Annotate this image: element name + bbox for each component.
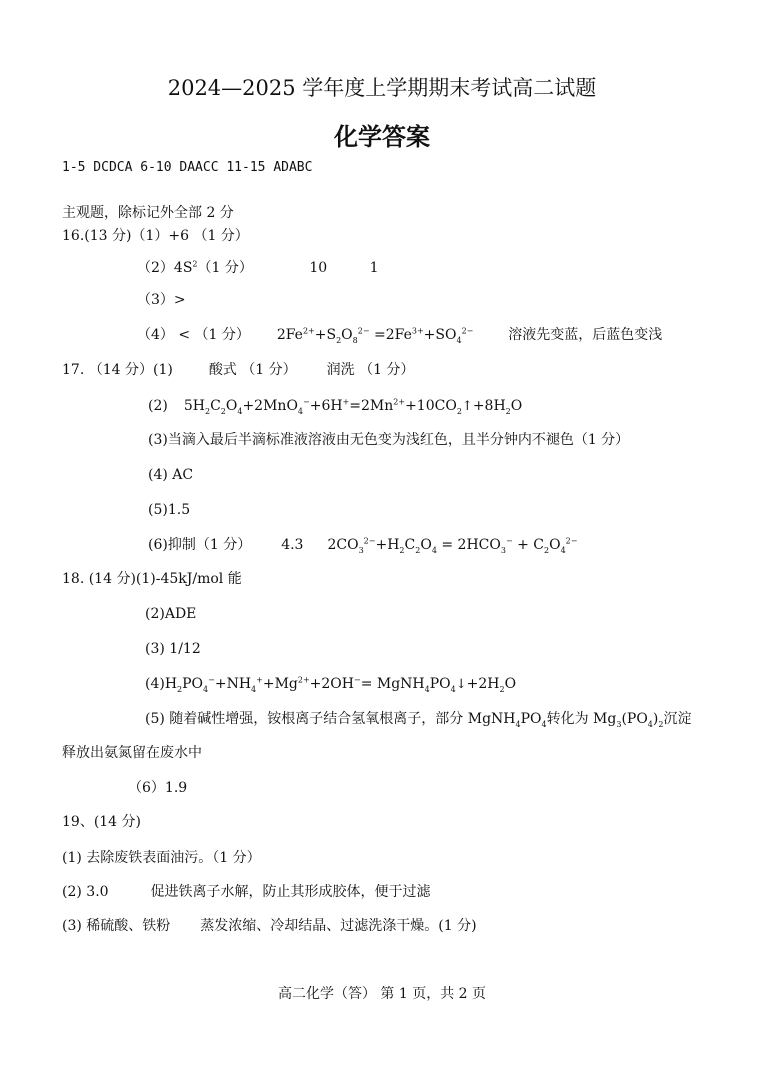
q18-part6: （6）1.9: [128, 780, 188, 796]
q17-part2: (2) $5H_2C_2O_4+2MnO_4^-+6H^+=2Mn^{2+}+10CO_2↑+8H_2O$: [148, 397, 523, 416]
q19-part1: (1) 去除废铁表面油污。（1 分）: [62, 850, 261, 866]
q16-part2: $(2)4S^2(1$ 分） 10 1: [137, 259, 379, 276]
q17-part4: (4) AC: [148, 467, 194, 483]
q17-p6-equation: $2CO_3^{2-}+H_2C_2O_4 = 2HCO_3^- + C_2O_4^{2-}$: [327, 536, 578, 555]
q19-heading: 19、(14 分): [62, 814, 142, 830]
page-title: 2024—2025 学年度上学期期末考试高二试题: [167, 76, 597, 100]
q16-heading: 16.(13 分)（1）+6 （1 分）: [62, 228, 249, 244]
q18-part2: (2)ADE: [145, 606, 197, 622]
page-footer: 高二化学（答） 第 1 页，共 2 页: [277, 986, 487, 1002]
q19-part3: (3) 稀硫酸、铁粉 蒸发浓缩、冷却结晶、过滤洗涤干燥。(1 分): [62, 918, 477, 934]
mc-answers: 1-5 DCDCA 6-10 DAACC 11-15 ADABC: [62, 160, 313, 175]
scoring-note: 主观题，除标记外全部 2 分: [62, 205, 234, 221]
q18-part4: $(4)H_2PO_4^-+NH_4^++Mg^{2+}+2OH^-=$ $MgNH_4PO_4↓+2H_2O$: [145, 675, 517, 694]
q16-equation: $2Fe^{2+}+S_2O_8^{2-} =2Fe^{3+}+SO_4^{2-}$: [276, 326, 474, 345]
q17-part5: (5)1.5: [148, 502, 191, 518]
q16-part3: （3）>: [137, 292, 186, 308]
q18-part5-continued: 释放出氨氮留在废水中: [62, 745, 202, 761]
q18-part5: (5) 随着碱性增强，铵根离子结合氢氧根离子，部分 $MgNH_4PO_4$转化为 $Mg_3(PO_4)_2$沉淀: [145, 711, 692, 729]
q17-part3: (3)当滴入最后半滴标准液溶液由无色变为浅红色，且半分钟内不褪色（1 分）: [148, 432, 630, 448]
page-subtitle: 化学答案: [334, 123, 430, 151]
q17-equation: $5H_2C_2O_4+2MnO_4^-+6H^+=2Mn^{2+}+10CO_2↑+8H_2O$: [183, 397, 523, 416]
q17-part6: (6)抑制（1 分） 4.3 $2CO_3^{2-}+H_2C_2O_4 = 2HCO_3^- + C_2O_4^{2-}$: [148, 536, 578, 555]
q16-part4: （4） < （1 分） $2Fe^{2+}+S_2O_8^{2-} =2Fe^{3+}+SO_4^{2-}$ 溶液先变蓝，后蓝色变浅: [137, 326, 663, 345]
q18-part3: (3) 1/12: [145, 641, 201, 657]
q19-part2: (2) 3.0 促进铁离子水解，防止其形成胶体，便于过滤: [62, 884, 431, 900]
q17-part1: 17. （14 分）(1) 酸式 （1 分） 润洗 （1 分）: [62, 362, 415, 378]
q18-part1: 18. (14 分)(1)-45kJ/mol 能: [62, 571, 242, 587]
